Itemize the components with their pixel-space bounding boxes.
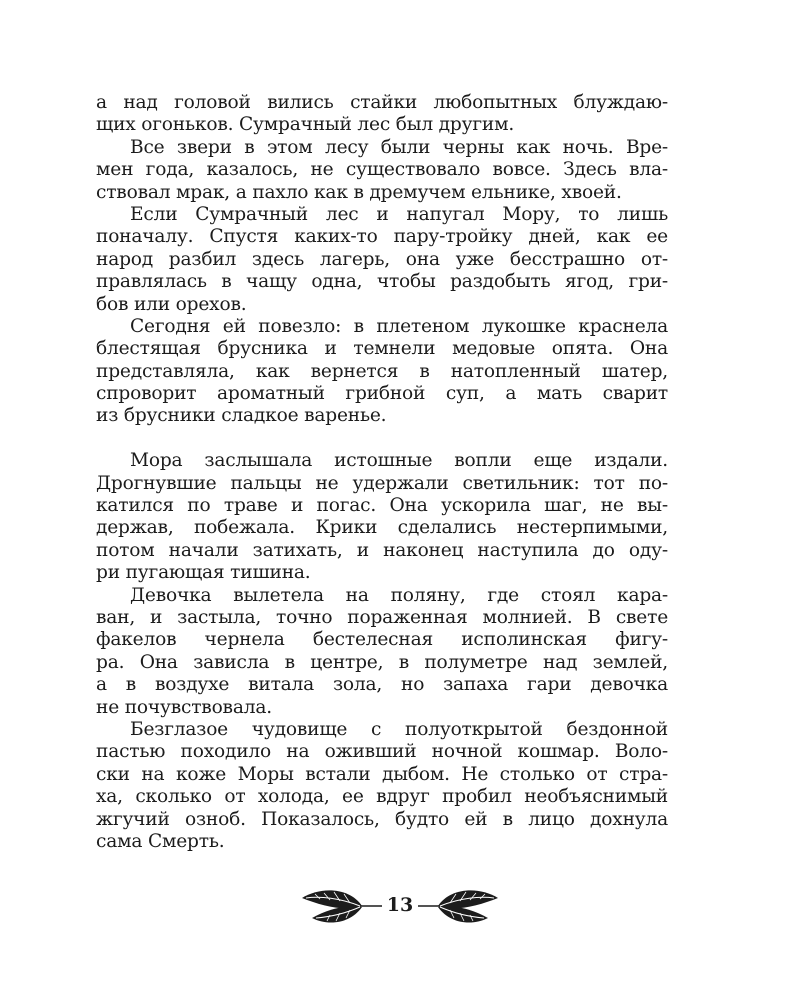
text-line: катился по траве и погас. Она ускорила шаг, не вы-: [96, 495, 668, 517]
page-body: [96, 92, 668, 853]
text-line: а в воздухе витала зола, но запаха гари девочка: [96, 674, 668, 696]
paragraph: [96, 316, 668, 428]
text-line: Мора заслышала истошные вопли еще издали.: [130, 450, 668, 472]
text-line: держав, побежала. Крики сделались нестерпимыми,: [96, 517, 668, 539]
text-line: а над головой вились стайки любопытных блуждаю-: [96, 92, 668, 113]
text-line: спроворит ароматный грибной суп, а мать сварит: [96, 383, 668, 405]
text-line: ра. Она зависла в центре, в полуметре над землей,: [96, 651, 668, 673]
text-line: ван, и застыла, точно пораженная молнией. В свете: [96, 606, 668, 628]
text-line: факелов чернела бестелесная исполинская фигу-: [96, 629, 668, 651]
leaf-sprig-icon: [418, 884, 500, 928]
paragraph: [96, 204, 668, 316]
text-line: блестящая брусника и темнели медовые опята. Она: [96, 338, 668, 360]
text-line: жгучий озноб. Показалось, будто ей в лицо дохнула: [96, 808, 668, 830]
text-line: из брусники сладкое варенье.: [96, 405, 387, 427]
text-line: Сегодня ей повезло: в плетеном лукошке краснела: [130, 315, 668, 337]
section-break: [96, 428, 668, 450]
text-line: ски на коже Моры встали дыбом. Не столько от стра-: [96, 763, 668, 785]
text-line: не почувствовала.: [96, 696, 272, 718]
text-line: поначалу. Спустя каких-то пару-тройку дней, как ее: [96, 226, 668, 248]
paragraph: [96, 92, 668, 137]
paragraph: [96, 137, 668, 204]
text-line: ха, сколько от холода, ее вдруг пробил необъяснимый: [96, 786, 668, 808]
page-footer: [300, 884, 500, 928]
text-line: правлялась в чащу одна, чтобы раздобыть ягод, гри-: [96, 271, 668, 293]
paragraph: [96, 450, 668, 584]
paragraph: [96, 585, 668, 719]
text-line: Дрогнувшие пальцы не удержали светильник: тот по-: [96, 472, 668, 494]
text-line: бов или орехов.: [96, 293, 247, 315]
text-line: мен года, казалось, не существовало вовсе. Здесь вла-: [96, 159, 668, 181]
text-line: сама Смерть.: [96, 830, 225, 852]
text-line: Все звери в этом лесу были черны как ночь. Вре-: [130, 136, 668, 158]
paragraph: [96, 719, 668, 853]
text-line: народ разбил здесь лагерь, она уже бесстрашно от-: [96, 248, 668, 270]
text-line: Если Сумрачный лес и напугал Мору, то лишь: [130, 203, 668, 225]
text-line: Девочка вылетела на поляну, где стоял кара-: [130, 584, 668, 606]
text-line: Безглазое чудовище с полуоткрытой бездонной: [130, 718, 668, 740]
text-line: представляла, как вернется в натопленный шатер,: [96, 360, 668, 382]
text-line: ри пугающая тишина.: [96, 562, 311, 584]
text-line: потом начали затихать, и наконец наступила до оду-: [96, 539, 668, 561]
text-line: пастью походило на оживший ночной кошмар. Воло-: [96, 741, 668, 763]
page-number: 13: [386, 894, 414, 916]
leaf-sprig-icon: [300, 884, 382, 928]
text-line: щих огоньков. Сумрачный лес был другим.: [96, 114, 515, 136]
text-line: ствовал мрак, а пахло как в дремучем ельнике, хвоей.: [96, 181, 622, 203]
